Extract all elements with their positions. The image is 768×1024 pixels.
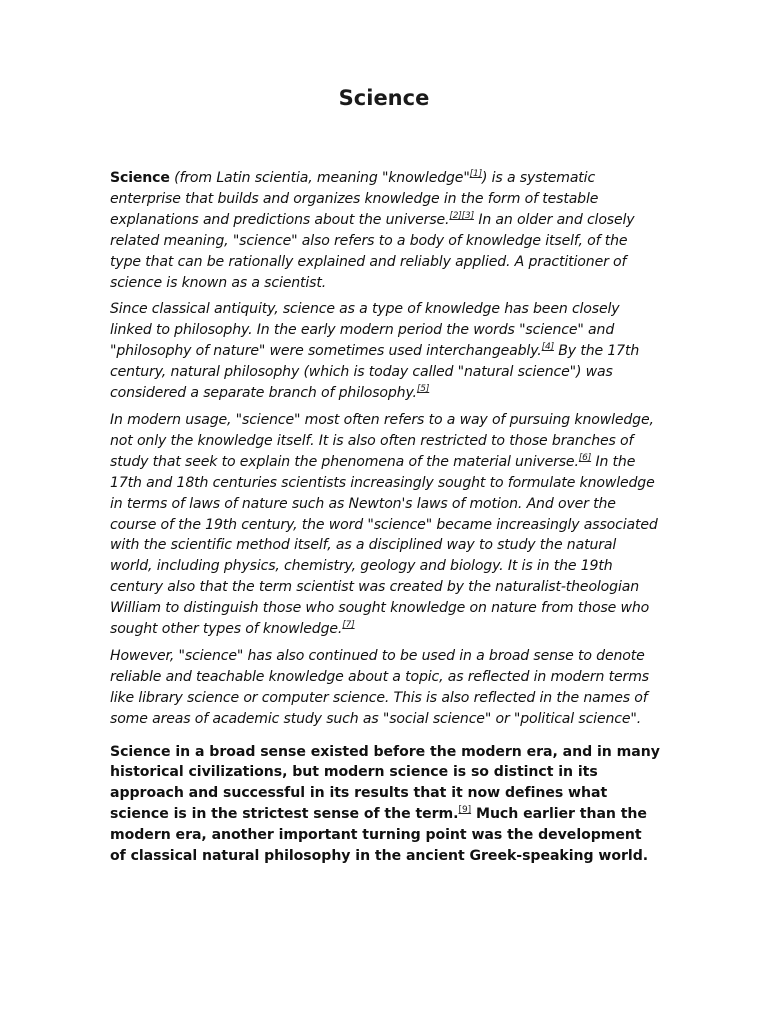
paragraph-5 [110, 742, 660, 867]
citation-link[interactable]: [7] [342, 620, 355, 631]
citation-link[interactable]: [4] [541, 342, 554, 353]
paragraph-2 [110, 299, 660, 404]
document-body [110, 168, 660, 873]
paragraph-1 [110, 168, 660, 293]
citation-link[interactable]: [6] [578, 452, 592, 463]
text-span: Since classical antiquity, science as a type of knowledge has been closely linked to philosophy. In the early modern period the words "science" and "philosophy of nature" were sometimes used interchangeably. [110, 301, 620, 360]
text-span: In the 17th and 18th centuries scientists increasingly sought to formulate knowledge in terms of laws of nature such as Newton's laws of motion. And over the course of the 19th century, the word "science" became increasingly associated with the scientific method itself, as a disciplined way to study the natural world, including physics, chemistry, geology and biology. It is in the 19th century also that the term scientist was created by the naturalist-theologian William to distinguish those who sought knowledge on nature from those who sought other types of knowledge. [110, 453, 658, 638]
citation-link[interactable]: [1] [469, 169, 482, 179]
text-span: ) is a systematic enterprise that builds and organizes knowledge in the form of testable explanations and predictions about the universe. [110, 170, 599, 228]
text-span: By the 17th century, natural philosophy (which is today called "natural science") was considered a separate branch of philosophy. [110, 343, 640, 402]
citation-link[interactable]: [2][3] [449, 210, 474, 221]
text-span: However, "science" has also continued to be used in a broad sense to denote reliable and teachable knowledge about a topic, as reflected in modern terms like library science or computer science. This is also reflected in the names of some areas of academic study such as "social science" or "political science". [110, 647, 649, 727]
paragraph-4 [110, 646, 660, 730]
text-span: Much earlier than the modern era, another important turning point was the development of classical natural philosophy in the ancient Greek-speaking world. [110, 806, 649, 865]
term-bold: Science [110, 170, 170, 186]
citation-link[interactable]: [5] [416, 384, 430, 395]
text-span: In modern usage, "science" most often refers to a way of pursuing knowledge, not only the knowledge itself. It is also often restricted to those branches of study that seek to explain the phenomena of the material universe. [110, 411, 654, 470]
citation-link[interactable]: [9] [458, 805, 472, 816]
text-span: (from Latin scientia, meaning "knowledge" [169, 170, 470, 186]
text-span: Science in a broad sense existed before the modern era, and in many historical civilizations, but modern science is so distinct in its approach and successful in its results that it now defines what science is in the strictest sense of the term. [110, 743, 660, 823]
paragraph-3 [110, 410, 660, 640]
page-title: Science [338, 86, 430, 110]
text-span: In an older and closely related meaning, "science" also refers to a body of knowledge itself, of the type that can be rationally explained and reliably applied. A practitioner of science is known as a scientist. [110, 211, 635, 291]
